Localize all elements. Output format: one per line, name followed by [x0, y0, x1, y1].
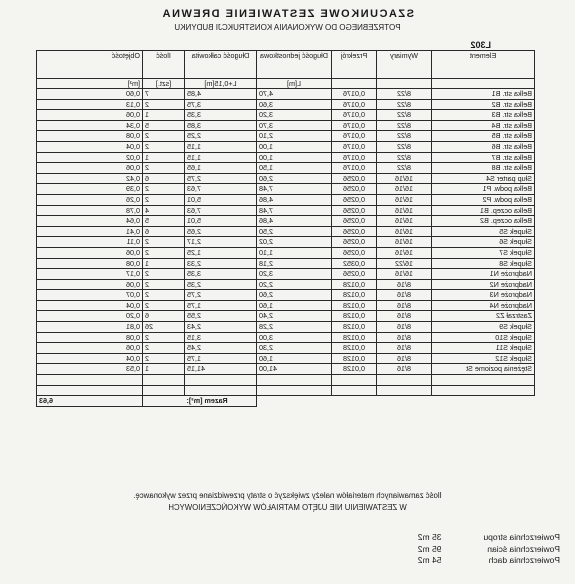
- cross-section-cell: 0,0176: [332, 110, 377, 121]
- dimensions-cell: 16/16: [377, 194, 432, 205]
- table-body: [37, 89, 535, 375]
- table-row: [37, 110, 535, 121]
- table-row: [37, 226, 535, 237]
- volume-cell: 0,02: [37, 152, 143, 163]
- table-row: [37, 279, 535, 290]
- sum-row: [37, 396, 535, 407]
- volume-cell: 0,13: [37, 99, 143, 110]
- dimensions-cell: 8/16: [377, 322, 432, 333]
- dimensions-cell: 8/16: [377, 290, 432, 301]
- dimensions-cell: 8/16: [377, 364, 432, 375]
- volume-cell: 0,11: [37, 237, 143, 248]
- area-label: Powierzchnia stropu: [483, 532, 560, 542]
- unit-length-cell: 2,20: [257, 279, 332, 290]
- cross-section-cell: 0,0256: [332, 247, 377, 258]
- cross-section-cell: 0,0256: [332, 173, 377, 184]
- dimensions-cell: 16/16: [377, 184, 432, 195]
- element-cell: Belka str. B1: [432, 89, 535, 100]
- element-cell: Nadproże N1: [432, 269, 535, 280]
- element-cell: Belka str. B2: [432, 99, 535, 110]
- cross-section-cell: 0,0256: [332, 194, 377, 205]
- quantity-cell: 2: [143, 332, 185, 343]
- cross-section-cell: 0,0128: [332, 300, 377, 311]
- cross-section-cell: 0,0176: [332, 120, 377, 131]
- quantity-cell: 1: [143, 258, 185, 269]
- cross-section-cell: 0,0128: [332, 353, 377, 364]
- cross-section-cell: 0,0352: [332, 258, 377, 269]
- areas-summary: [418, 532, 560, 567]
- element-cell: Stężenia poziome St: [432, 364, 535, 375]
- element-cell: Słupek S5: [432, 226, 535, 237]
- volume-cell: 0,06: [37, 343, 143, 354]
- unit-length-cell: 3,00: [257, 332, 332, 343]
- dimensions-cell: 8/22: [377, 152, 432, 163]
- unit-length-cell: 7,48: [257, 205, 332, 216]
- volume-cell: 0,17: [37, 269, 143, 280]
- volume-cell: 0,07: [37, 290, 143, 301]
- cross-section-cell: 0,0256: [332, 216, 377, 227]
- unit-length-cell: 2,18: [257, 258, 332, 269]
- quantity-cell: 2: [143, 279, 185, 290]
- total-length-cell: 1,65: [185, 163, 257, 174]
- volume-cell: 0,39: [37, 184, 143, 195]
- unit-length-cell: 4,86: [257, 194, 332, 205]
- table-row: [37, 269, 535, 280]
- total-length-cell: 2,43: [185, 322, 257, 333]
- volume-cell: 0,08: [37, 258, 143, 269]
- total-length-cell: 1,15: [185, 152, 257, 163]
- area-value: 95: [432, 543, 442, 554]
- col-header-dimensions: Wymiary: [377, 51, 432, 79]
- cross-section-cell: 0,0176: [332, 141, 377, 152]
- element-cell: Słupek S8: [432, 258, 535, 269]
- unit-length-cell: 3,60: [257, 99, 332, 110]
- volume-cell: 0,06: [37, 279, 143, 290]
- table-row: [37, 120, 535, 131]
- total-length-cell: 1,15: [185, 141, 257, 152]
- cross-section-cell: 0,0256: [332, 269, 377, 280]
- volume-cell: 0,81: [37, 322, 143, 333]
- quantity-cell: 2: [143, 141, 185, 152]
- quantity-cell: 4: [143, 205, 185, 216]
- volume-cell: 0,08: [37, 332, 143, 343]
- unit-unit-length: L[m]: [257, 79, 332, 89]
- table-row: [37, 247, 535, 258]
- unit-length-cell: 1,60: [257, 300, 332, 311]
- cross-section-cell: 0,0256: [332, 184, 377, 195]
- area-value: 35: [432, 532, 442, 542]
- cross-section-cell: 0,0176: [332, 99, 377, 110]
- sum-value: 6,63: [37, 396, 143, 407]
- dimensions-cell: 8/16: [377, 300, 432, 311]
- total-length-cell: 7,63: [185, 205, 257, 216]
- quantity-cell: 2: [143, 247, 185, 258]
- area-label: Powierzchnia dach: [488, 555, 560, 565]
- table-row: [37, 205, 535, 216]
- volume-cell: 0,06: [37, 110, 143, 121]
- volume-cell: 0,78: [37, 205, 143, 216]
- total-length-cell: 41,15: [185, 364, 257, 375]
- unit-length-cell: 2,50: [257, 226, 332, 237]
- dimensions-cell: 16/22: [377, 258, 432, 269]
- dimensions-cell: 8/16: [377, 353, 432, 364]
- dimensions-cell: 8/16: [377, 332, 432, 343]
- volume-cell: 0,53: [37, 364, 143, 375]
- quantity-cell: 1: [143, 364, 185, 375]
- col-header-element: Element: [432, 51, 535, 79]
- cross-section-cell: 0,0176: [332, 131, 377, 142]
- col-header-quantity: Ilość: [143, 51, 185, 79]
- element-cell: Słupek S6: [432, 237, 535, 248]
- total-length-cell: 3,35: [185, 269, 257, 280]
- table-row: [37, 152, 535, 163]
- table-row: [37, 290, 535, 301]
- element-cell: Belka str. B4: [432, 120, 535, 131]
- cross-section-cell: 0,0176: [332, 152, 377, 163]
- quantity-cell: 5: [143, 216, 185, 227]
- unit-length-cell: 2,40: [257, 311, 332, 322]
- unit-element: [432, 79, 535, 89]
- total-length-cell: 2,33: [185, 258, 257, 269]
- cross-section-cell: 0,0128: [332, 279, 377, 290]
- area-row: [418, 544, 560, 556]
- unit-cross-section: [332, 79, 377, 89]
- blank-row: [37, 375, 535, 386]
- quantity-cell: 2: [143, 269, 185, 280]
- total-length-cell: 1,25: [185, 247, 257, 258]
- unit-length-cell: 2,60: [257, 290, 332, 301]
- volume-cell: 0,42: [37, 173, 143, 184]
- unit-length-cell: 1,00: [257, 141, 332, 152]
- total-length-cell: 2,65: [185, 226, 257, 237]
- table-row: [37, 258, 535, 269]
- unit-length-cell: 2,30: [257, 343, 332, 354]
- quantity-cell: 6: [143, 173, 185, 184]
- losses-note: Ilość zamawianych materiałów należy zwiększyć o straty przewidziane przez wykonawcę.: [133, 491, 442, 500]
- volume-cell: 0,41: [37, 226, 143, 237]
- total-length-cell: 2,55: [185, 311, 257, 322]
- dimensions-cell: 16/16: [377, 205, 432, 216]
- table-row: [37, 173, 535, 184]
- unit-length-cell: 7,48: [257, 184, 332, 195]
- element-cell: Belka podw. P2: [432, 194, 535, 205]
- blank-row: [37, 385, 535, 396]
- total-length-cell: 2,35: [185, 279, 257, 290]
- table-row: [37, 300, 535, 311]
- document-subtitle: POTRZEBNEGO DO WYKONANIA KONSTRUKCJI BUDYNKU: [174, 23, 401, 32]
- table-code: L302: [470, 40, 491, 50]
- unit-volume: [m³]: [37, 79, 143, 89]
- table-row: [37, 163, 535, 174]
- dimensions-cell: 8/22: [377, 163, 432, 174]
- volume-cell: 0,08: [37, 131, 143, 142]
- quantity-cell: 2: [143, 353, 185, 364]
- timber-schedule-table: [36, 50, 535, 407]
- element-cell: Belka str. B5: [432, 131, 535, 142]
- quantity-cell: 2: [143, 163, 185, 174]
- volume-cell: 0,20: [37, 311, 143, 322]
- dimensions-cell: 8/22: [377, 99, 432, 110]
- total-length-cell: 2,17: [185, 237, 257, 248]
- dimensions-cell: 8/16: [377, 343, 432, 354]
- unit-length-cell: 2,28: [257, 322, 332, 333]
- total-length-cell: 2,75: [185, 290, 257, 301]
- unit-length-cell: 2,10: [257, 131, 332, 142]
- volume-cell: 0,04: [37, 300, 143, 311]
- table-row: [37, 343, 535, 354]
- volume-cell: 0,64: [37, 216, 143, 227]
- quantity-cell: 7: [143, 89, 185, 100]
- unit-total-length: L+0,15[m]: [185, 79, 257, 89]
- volume-cell: 0,34: [37, 120, 143, 131]
- quantity-cell: 1: [143, 152, 185, 163]
- element-cell: Słup parter S4: [432, 173, 535, 184]
- table-row: [37, 141, 535, 152]
- area-unit: m2: [417, 555, 430, 565]
- cross-section-cell: 0,0176: [332, 163, 377, 174]
- table-row: [37, 184, 535, 195]
- element-cell: Belka str. B7: [432, 152, 535, 163]
- document-title: SZACUNKOWE ZESTAWIENIE DREWNA: [161, 8, 414, 20]
- area-unit: m2: [417, 532, 430, 542]
- total-length-cell: 1,75: [185, 300, 257, 311]
- element-cell: Belka podw. P1: [432, 184, 535, 195]
- units-row: [37, 79, 535, 89]
- table-row: [37, 322, 535, 333]
- quantity-cell: 2: [143, 184, 185, 195]
- cross-section-cell: 0,0128: [332, 322, 377, 333]
- area-value: 54: [432, 555, 442, 565]
- cross-section-cell: 0,0128: [332, 332, 377, 343]
- quantity-cell: 2: [143, 300, 185, 311]
- quantity-cell: 2: [143, 237, 185, 248]
- dimensions-cell: 16/16: [377, 216, 432, 227]
- dimensions-cell: 8/22: [377, 89, 432, 100]
- quantity-cell: 6: [143, 226, 185, 237]
- element-cell: Belka oczep. B2: [432, 216, 535, 227]
- col-header-unit-length: Długość jednostkowa: [257, 51, 332, 79]
- dimensions-cell: 16/16: [377, 269, 432, 280]
- unit-length-cell: 3,20: [257, 269, 332, 280]
- cross-section-cell: 0,0128: [332, 290, 377, 301]
- table-row: [37, 311, 535, 322]
- table-row: [37, 131, 535, 142]
- element-cell: Słupek S11: [432, 343, 535, 354]
- table-row: [37, 99, 535, 110]
- total-length-cell: 1,75: [185, 353, 257, 364]
- total-length-cell: 3,15: [185, 332, 257, 343]
- element-cell: Belka str. B3: [432, 110, 535, 121]
- element-cell: Słupek S7: [432, 247, 535, 258]
- cross-section-cell: 0,0128: [332, 311, 377, 322]
- element-cell: Belka str. B6: [432, 141, 535, 152]
- volume-cell: 0,60: [37, 89, 143, 100]
- unit-length-cell: 2,02: [257, 237, 332, 248]
- total-length-cell: 7,63: [185, 184, 257, 195]
- volume-cell: 0,26: [37, 194, 143, 205]
- col-header-cross-section: Przekrój: [332, 51, 377, 79]
- quantity-cell: 2: [143, 290, 185, 301]
- table-row: [37, 237, 535, 248]
- unit-length-cell: 1,50: [257, 163, 332, 174]
- volume-cell: 0,06: [37, 163, 143, 174]
- total-length-cell: 5,01: [185, 216, 257, 227]
- col-header-total-length: Długość całkowita: [185, 51, 257, 79]
- unit-length-cell: 2,60: [257, 173, 332, 184]
- dimensions-cell: 8/22: [377, 131, 432, 142]
- unit-length-cell: 1,00: [257, 152, 332, 163]
- total-length-cell: 5,01: [185, 194, 257, 205]
- table-row: [37, 89, 535, 100]
- quantity-cell: 2: [143, 99, 185, 110]
- table-row: [37, 332, 535, 343]
- dimensions-cell: 16/16: [377, 173, 432, 184]
- cross-section-cell: 0,0256: [332, 226, 377, 237]
- total-length-cell: 3,85: [185, 120, 257, 131]
- quantity-cell: 26: [143, 322, 185, 333]
- unit-length-cell: 4,86: [257, 216, 332, 227]
- dimensions-cell: 16/16: [377, 237, 432, 248]
- element-cell: Nadproże N4: [432, 300, 535, 311]
- area-unit: m2: [417, 543, 430, 554]
- element-cell: Słupek S9: [432, 322, 535, 333]
- unit-dimensions: [377, 79, 432, 89]
- dimensions-cell: 8/22: [377, 110, 432, 121]
- table-row: [37, 353, 535, 364]
- cross-section-cell: 0,0128: [332, 343, 377, 354]
- dimensions-cell: 8/22: [377, 141, 432, 152]
- volume-cell: 0,04: [37, 353, 143, 364]
- area-row: [418, 555, 560, 567]
- quantity-cell: 2: [143, 194, 185, 205]
- quantity-cell: 1: [143, 110, 185, 121]
- element-cell: Słupek S10: [432, 332, 535, 343]
- sum-label: Razem [m³]:: [185, 396, 257, 407]
- element-cell: Nadproże N3: [432, 290, 535, 301]
- element-cell: Zastrzał Z2: [432, 311, 535, 322]
- dimensions-cell: 16/16: [377, 247, 432, 258]
- total-length-cell: 2,45: [185, 343, 257, 354]
- total-length-cell: 2,75: [185, 173, 257, 184]
- element-cell: Belka str. B8: [432, 163, 535, 174]
- unit-length-cell: 1,10: [257, 247, 332, 258]
- unit-length-cell: 1,60: [257, 353, 332, 364]
- dimensions-cell: 8/22: [377, 120, 432, 131]
- element-cell: Słupek S12: [432, 353, 535, 364]
- area-label: Powierzchnia ścian: [487, 543, 560, 554]
- unit-length-cell: 41,00: [257, 364, 332, 375]
- total-length-cell: 3,75: [185, 99, 257, 110]
- table-row: [37, 364, 535, 375]
- table-row: [37, 194, 535, 205]
- quantity-cell: 2: [143, 343, 185, 354]
- unit-length-cell: 3,20: [257, 110, 332, 121]
- total-length-cell: 3,35: [185, 110, 257, 121]
- cross-section-cell: 0,0256: [332, 237, 377, 248]
- table-row: [37, 216, 535, 227]
- volume-cell: 0,06: [37, 247, 143, 258]
- unit-length-cell: 3,70: [257, 120, 332, 131]
- element-cell: Nadproże N2: [432, 279, 535, 290]
- total-length-cell: 2,25: [185, 131, 257, 142]
- cross-section-cell: 0,0176: [332, 89, 377, 100]
- unit-quantity: [szt.]: [143, 79, 185, 89]
- dimensions-cell: 16/16: [377, 226, 432, 237]
- total-length-cell: 4,85: [185, 89, 257, 100]
- dimensions-cell: 8/16: [377, 311, 432, 322]
- element-cell: Belka oczep. B1: [432, 205, 535, 216]
- table-footer: [37, 375, 535, 407]
- header-row: [37, 51, 535, 79]
- cross-section-cell: 0,0256: [332, 205, 377, 216]
- cross-section-cell: 0,0128: [332, 364, 377, 375]
- dimensions-cell: 8/16: [377, 279, 432, 290]
- quantity-cell: 2: [143, 131, 185, 142]
- quantity-cell: 5: [143, 120, 185, 131]
- unit-length-cell: 4,70: [257, 89, 332, 100]
- volume-cell: 0,04: [37, 141, 143, 152]
- area-row: [418, 532, 560, 544]
- quantity-cell: 6: [143, 311, 185, 322]
- finishing-materials-note: W ZESTAWIENIU NIE UJĘTO MATRIAŁÓW WYKOŃCZENIOWYCH: [168, 503, 407, 512]
- col-header-volume: Objętość: [37, 51, 143, 79]
